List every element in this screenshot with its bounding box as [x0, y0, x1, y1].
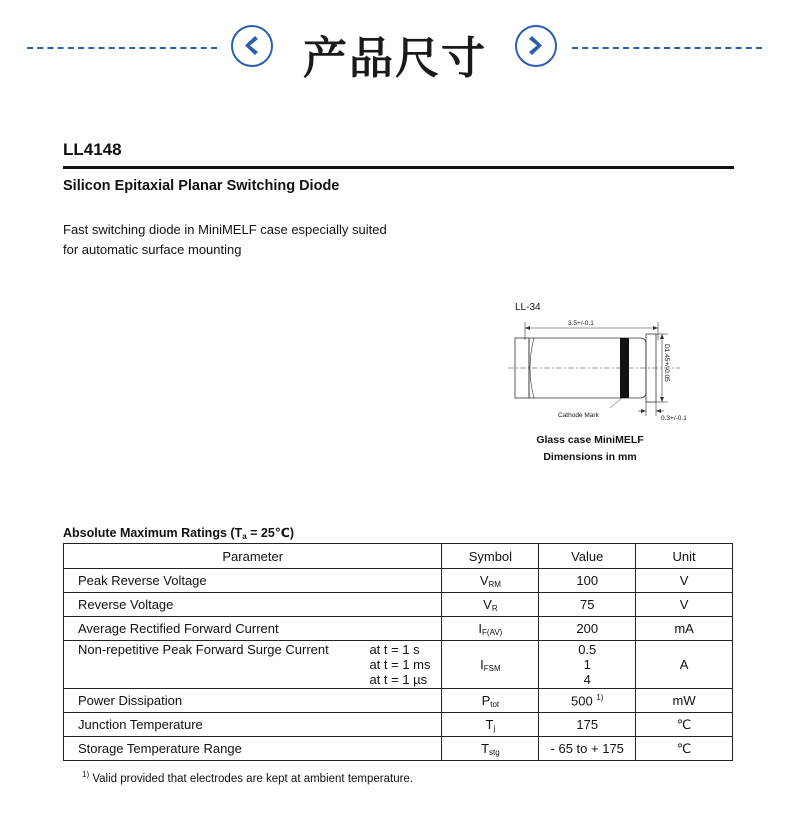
header-value: Value [539, 544, 636, 569]
prev-arrow-button[interactable] [231, 25, 273, 67]
table-row: Non-repetitive Peak Forward Surge Current at t = 1 s at t = 1 ms at t = 1 µs $I_{FSM}$ 0.5 1 4 A [64, 641, 733, 689]
surge-conditions: at t = 1 s at t = 1 ms at t = 1 µs [369, 642, 431, 687]
ratings-title: Absolute Maximum Ratings ($T_a$ = 25℃) [63, 526, 295, 541]
header-unit: Unit [636, 544, 733, 569]
table-row: Power Dissipation $P_{tot}$ 500 $^{1)}$ mW [64, 689, 733, 713]
end-dimension: 0.3+/-0.1 [661, 415, 687, 422]
diode-outline-diagram [500, 298, 700, 422]
package-drawing [500, 298, 700, 422]
next-arrow-button[interactable] [515, 25, 557, 67]
title-rule [63, 166, 734, 169]
surge-parameter: Non-repetitive Peak Forward Surge Current [78, 642, 329, 657]
header-dashed-line-right [572, 47, 762, 49]
package-caption [520, 432, 660, 466]
footnote: $^{1)}$ Valid provided that electrodes are kept at ambient temperature. [82, 770, 414, 785]
ratings-table [63, 543, 733, 761]
product-model: LL4148 [63, 140, 122, 159]
description-line: for automatic surface mounting [63, 242, 242, 257]
table-row: Storage Temperature Range $T_{stg}$ - 65 to + 175 ℃ [64, 737, 733, 761]
header-symbol: Symbol [442, 544, 539, 569]
header-dashed-line-left [27, 47, 217, 49]
table-row: Average Rectified Forward Current $I_{F(AV)}$ 200 mA [64, 617, 733, 641]
diameter-dimension: D1.45+/-0.05 [663, 344, 670, 382]
length-dimension: 3.5+/-0.1 [568, 320, 594, 327]
description-line: Fast switching diode in MiniMELF case especially suited [63, 222, 387, 237]
product-subtitle: Silicon Epitaxial Planar Switching Diode [63, 178, 340, 194]
table-row: Reverse Voltage $V_R$ 75 V [64, 593, 733, 617]
table-header-row [64, 544, 733, 569]
chevron-left-icon [233, 27, 270, 64]
package-name: LL-34 [515, 302, 541, 313]
cathode-label: Cathode Mark [558, 412, 599, 419]
table-row: Junction Temperature $T_j$ 175 ℃ [64, 713, 733, 737]
header-parameter: Parameter [64, 544, 442, 569]
caption-line: Glass case MiniMELF [536, 434, 644, 446]
page-title: 产品尺寸 [303, 33, 487, 84]
caption-line: Dimensions in mm [543, 451, 637, 463]
table-row: Peak Reverse Voltage $V_{RM}$ 100 V [64, 569, 733, 593]
chevron-right-icon [517, 27, 554, 64]
product-description [63, 220, 387, 260]
